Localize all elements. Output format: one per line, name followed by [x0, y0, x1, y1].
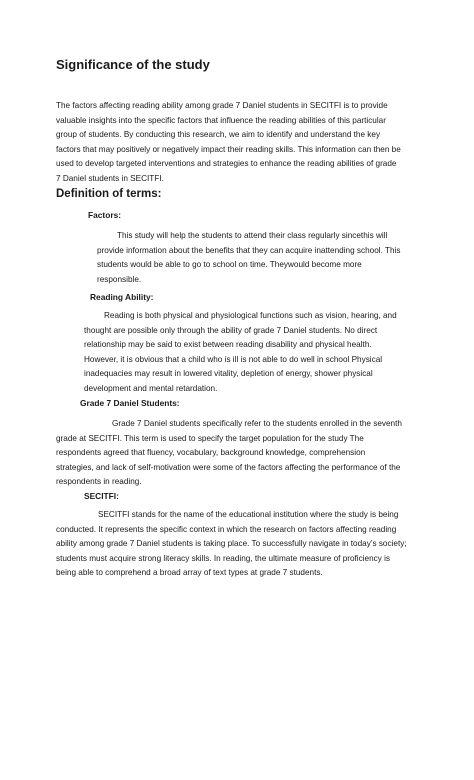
text-line: valuable insights into the specific factors that influence the reading abilities of this particular	[56, 115, 386, 125]
text-line: inadequacies may result in lowered vitality, depletion of energy, shower physical	[84, 369, 373, 378]
text-line: conducted. It represents the specific context in which the research on factors affecting reading	[56, 524, 397, 534]
text-line: Grade 7 Daniel students specifically refer to the students enrolled in the seventh	[112, 419, 402, 428]
definitions-heading: Definition of terms:	[56, 188, 162, 200]
text-line: students would be able to go to school on time. Theywould become more	[97, 260, 362, 269]
text-line: The factors affecting reading ability among grade 7 Daniel students in SECITFI is to provide	[56, 101, 388, 110]
term-factors-heading: Factors:	[88, 210, 122, 220]
significance-paragraph	[56, 99, 401, 186]
text-line: used to develop targeted interventions and strategies to enhance the reading abilities of grade	[56, 159, 397, 168]
text-line: ability among grade 7 Daniel students is taking place. To successfully navigate in today’s society;	[56, 539, 407, 548]
text-line: SECITFI stands for the name of the educational institution where the study is being	[98, 510, 399, 519]
term-grade7-heading: Grade 7 Daniel Students:	[80, 398, 180, 408]
term-factors-definition	[97, 229, 400, 287]
text-line: students must acquire strong literacy skills. In reading, the ultimate measure of proficiency is	[56, 553, 391, 563]
text-line: provide information about the benefits that they can acquire inattending school. This	[97, 245, 401, 255]
text-line: thought are possible only through the ability of grade 7 Daniel students. No direct	[84, 325, 378, 335]
term-secitfi-heading: SECITFI:	[84, 491, 119, 501]
text-line: development and mental retardation.	[84, 383, 218, 393]
term-secitfi-definition	[56, 508, 407, 581]
text-line: strategies, and lack of self-motivation were some of the factors affecting the performance of the	[56, 462, 401, 472]
text-line: Reading is both physical and physiological functions such as vision, hearing, and	[104, 311, 397, 320]
text-line: factors that may positively or negatively impact their reading skills. This information can then be	[56, 144, 401, 154]
text-line: grade at SECITFI. This term is used to specify the target population for the study The	[56, 433, 364, 443]
term-reading-ability-definition	[84, 309, 397, 396]
text-line: respondents agreed that fluency, vocabulary, background knowledge, comprehension	[56, 448, 366, 457]
page-title: Significance of the study	[56, 57, 210, 72]
text-line: 7 Daniel students in SECITFI.	[56, 173, 164, 183]
term-grade7-definition	[56, 417, 402, 490]
text-line: This study will help the students to attend their class regularly sincethis will	[117, 231, 388, 240]
text-line: group of students. By conducting this research, we aim to identify and understand the key	[56, 130, 381, 139]
text-line: being able to comprehend a broad array of text types at grade 7 students.	[56, 568, 323, 577]
text-line: relationship may be said to exist between reading disability and physical health.	[84, 340, 372, 349]
term-reading-ability-heading: Reading Ability:	[90, 292, 154, 302]
text-line: However, it is obvious that a child who is ill is not able to do well in school Physical	[84, 354, 383, 364]
text-line: responsible.	[97, 274, 142, 284]
text-line: respondents in reading.	[56, 477, 142, 486]
